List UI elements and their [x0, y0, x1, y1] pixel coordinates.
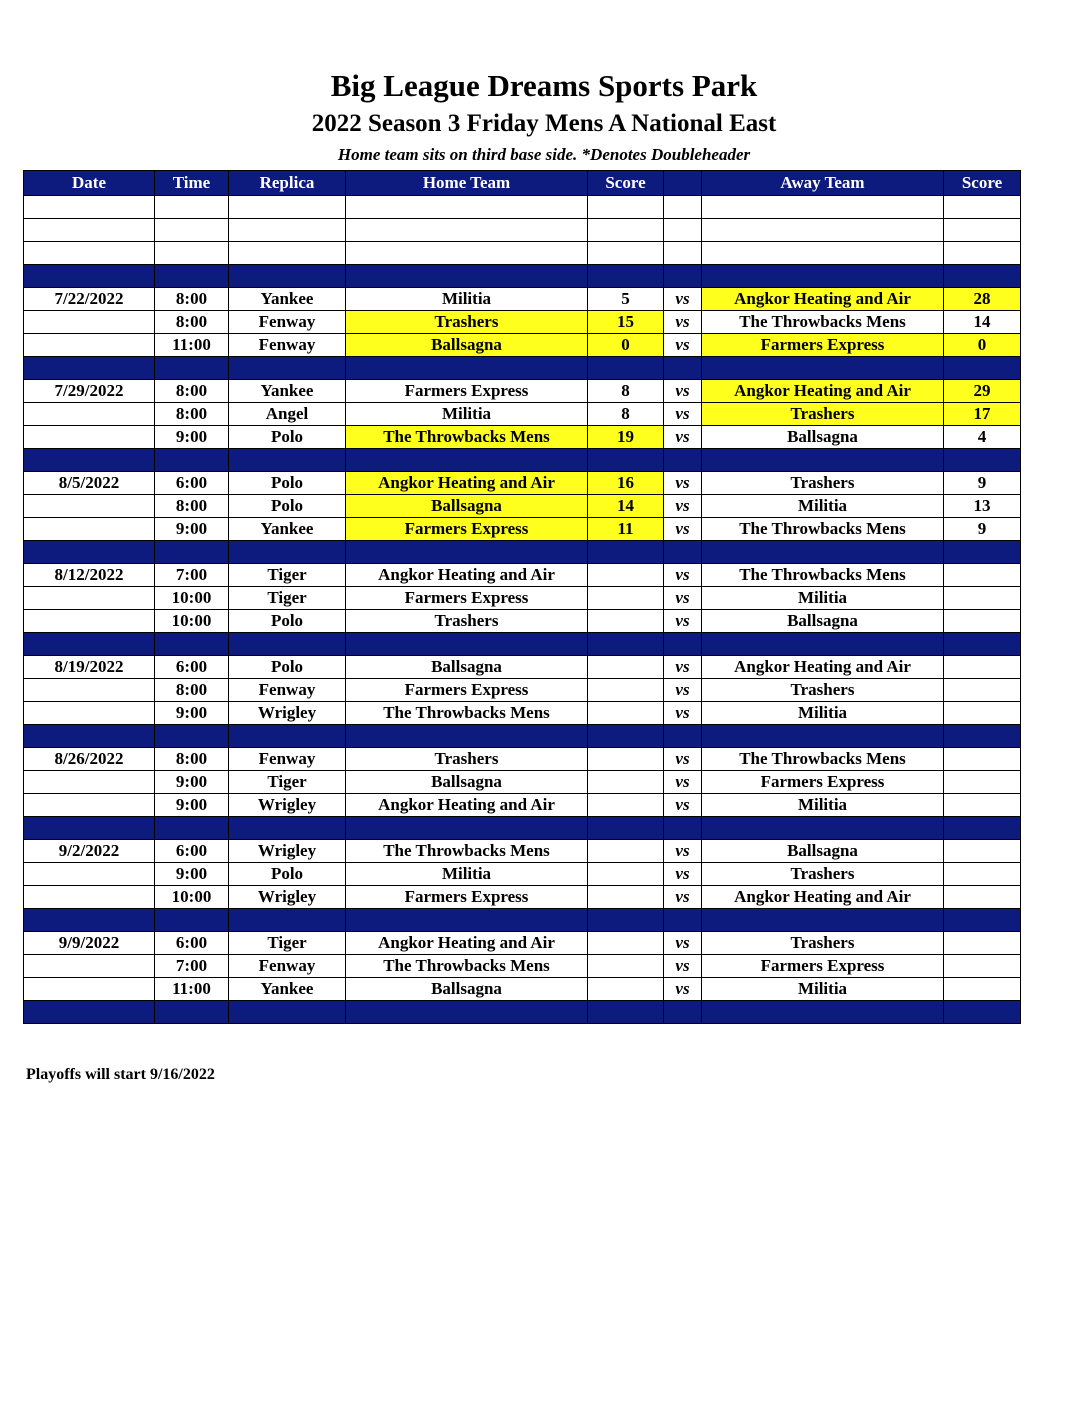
game-replica: Polo	[229, 495, 346, 518]
col-header-home-score: Score	[588, 171, 664, 196]
game-replica: Polo	[229, 610, 346, 633]
game-date	[24, 771, 155, 794]
home-score: 16	[588, 472, 664, 495]
home-team: Farmers Express	[346, 886, 588, 909]
game-date	[24, 679, 155, 702]
home-team: Farmers Express	[346, 380, 588, 403]
separator-row	[24, 265, 1021, 288]
game-date	[24, 518, 155, 541]
away-score: 29	[944, 380, 1021, 403]
schedule-body	[24, 196, 1021, 1024]
col-header-time: Time	[155, 171, 229, 196]
game-time: 8:00	[155, 495, 229, 518]
home-score	[588, 886, 664, 909]
table-row	[24, 403, 1021, 426]
away-score	[944, 610, 1021, 633]
blank-row	[24, 242, 1021, 265]
game-replica: Fenway	[229, 679, 346, 702]
vs-label: vs	[664, 472, 702, 495]
away-score	[944, 748, 1021, 771]
game-time: 9:00	[155, 863, 229, 886]
home-score	[588, 656, 664, 679]
away-team: Trashers	[702, 932, 944, 955]
away-team: Ballsagna	[702, 840, 944, 863]
game-replica: Yankee	[229, 518, 346, 541]
game-replica: Angel	[229, 403, 346, 426]
vs-label: vs	[664, 886, 702, 909]
away-score	[944, 564, 1021, 587]
vs-label: vs	[664, 840, 702, 863]
game-date: 9/9/2022	[24, 932, 155, 955]
away-team: Farmers Express	[702, 771, 944, 794]
home-score: 11	[588, 518, 664, 541]
away-score: 17	[944, 403, 1021, 426]
col-header-away-score: Score	[944, 171, 1021, 196]
vs-label: vs	[664, 495, 702, 518]
away-score	[944, 978, 1021, 1001]
game-replica: Yankee	[229, 380, 346, 403]
table-row	[24, 886, 1021, 909]
game-time: 10:00	[155, 587, 229, 610]
table-row	[24, 610, 1021, 633]
home-team: Trashers	[346, 311, 588, 334]
away-team: The Throwbacks Mens	[702, 748, 944, 771]
season-subtitle: 2022 Season 3 Friday Mens A National East	[311, 110, 777, 137]
home-score: 8	[588, 403, 664, 426]
game-time: 9:00	[155, 518, 229, 541]
separator-row	[24, 449, 1021, 472]
game-date	[24, 495, 155, 518]
game-date	[24, 955, 155, 978]
blank-row	[24, 196, 1021, 219]
table-row	[24, 288, 1021, 311]
away-score: 13	[944, 495, 1021, 518]
page-title: Big League Dreams Sports Park	[330, 68, 758, 103]
away-team: Trashers	[702, 403, 944, 426]
home-score: 14	[588, 495, 664, 518]
away-team: Militia	[702, 978, 944, 1001]
away-team: The Throwbacks Mens	[702, 311, 944, 334]
table-row	[24, 978, 1021, 1001]
away-score: 0	[944, 334, 1021, 357]
away-score: 9	[944, 472, 1021, 495]
home-team: Farmers Express	[346, 518, 588, 541]
game-replica: Fenway	[229, 748, 346, 771]
home-team: Farmers Express	[346, 587, 588, 610]
game-replica: Polo	[229, 863, 346, 886]
away-team: Trashers	[702, 679, 944, 702]
game-time: 6:00	[155, 656, 229, 679]
game-time: 9:00	[155, 426, 229, 449]
game-replica: Fenway	[229, 311, 346, 334]
col-header-vs	[664, 171, 702, 196]
separator-row	[24, 541, 1021, 564]
home-team: Angkor Heating and Air	[346, 794, 588, 817]
game-time: 9:00	[155, 794, 229, 817]
vs-label: vs	[664, 403, 702, 426]
game-date: 8/5/2022	[24, 472, 155, 495]
vs-label: vs	[664, 748, 702, 771]
vs-label: vs	[664, 978, 702, 1001]
table-row	[24, 702, 1021, 725]
game-replica: Wrigley	[229, 794, 346, 817]
away-team: Ballsagna	[702, 610, 944, 633]
game-replica: Wrigley	[229, 886, 346, 909]
separator-row	[24, 817, 1021, 840]
table-row	[24, 748, 1021, 771]
table-row	[24, 472, 1021, 495]
vs-label: vs	[664, 656, 702, 679]
home-score	[588, 679, 664, 702]
game-replica: Wrigley	[229, 840, 346, 863]
separator-row	[24, 909, 1021, 932]
home-team: Militia	[346, 403, 588, 426]
table-row	[24, 771, 1021, 794]
home-score	[588, 771, 664, 794]
vs-label: vs	[664, 863, 702, 886]
game-replica: Polo	[229, 656, 346, 679]
game-date	[24, 978, 155, 1001]
table-row	[24, 656, 1021, 679]
home-score: 15	[588, 311, 664, 334]
game-date: 9/2/2022	[24, 840, 155, 863]
col-header-away-team: Away Team	[702, 171, 944, 196]
game-replica: Polo	[229, 472, 346, 495]
home-score	[588, 610, 664, 633]
vs-label: vs	[664, 587, 702, 610]
game-replica: Tiger	[229, 564, 346, 587]
away-team: Ballsagna	[702, 426, 944, 449]
vs-label: vs	[664, 702, 702, 725]
table-row	[24, 311, 1021, 334]
away-team: Angkor Heating and Air	[702, 656, 944, 679]
home-team: The Throwbacks Mens	[346, 955, 588, 978]
game-date	[24, 311, 155, 334]
away-score	[944, 886, 1021, 909]
away-score	[944, 794, 1021, 817]
vs-label: vs	[664, 932, 702, 955]
game-date	[24, 863, 155, 886]
home-team: Angkor Heating and Air	[346, 564, 588, 587]
game-date	[24, 702, 155, 725]
game-date	[24, 403, 155, 426]
away-score	[944, 587, 1021, 610]
game-time: 11:00	[155, 334, 229, 357]
away-team: Militia	[702, 702, 944, 725]
away-score	[944, 932, 1021, 955]
away-score	[944, 955, 1021, 978]
game-time: 10:00	[155, 610, 229, 633]
home-score	[588, 863, 664, 886]
table-row	[24, 564, 1021, 587]
vs-label: vs	[664, 380, 702, 403]
col-header-home-team: Home Team	[346, 171, 588, 196]
playoffs-note: Playoffs will start 9/16/2022	[26, 1066, 215, 1083]
home-team: Ballsagna	[346, 656, 588, 679]
home-team: Farmers Express	[346, 679, 588, 702]
away-score	[944, 840, 1021, 863]
away-team: Trashers	[702, 863, 944, 886]
home-team: Ballsagna	[346, 495, 588, 518]
table-row	[24, 955, 1021, 978]
table-row	[24, 863, 1021, 886]
game-time: 10:00	[155, 886, 229, 909]
away-team: Trashers	[702, 472, 944, 495]
blank-row	[24, 219, 1021, 242]
game-replica: Fenway	[229, 334, 346, 357]
game-date	[24, 794, 155, 817]
separator-row	[24, 633, 1021, 656]
home-score	[588, 587, 664, 610]
vs-label: vs	[664, 426, 702, 449]
game-date: 7/22/2022	[24, 288, 155, 311]
game-date	[24, 886, 155, 909]
game-date	[24, 587, 155, 610]
home-score	[588, 564, 664, 587]
away-team: The Throwbacks Mens	[702, 518, 944, 541]
header-row	[24, 171, 1021, 196]
schedule-table	[23, 170, 1021, 1024]
game-date: 8/12/2022	[24, 564, 155, 587]
game-date	[24, 334, 155, 357]
table-row	[24, 679, 1021, 702]
home-team: Ballsagna	[346, 771, 588, 794]
vs-label: vs	[664, 771, 702, 794]
home-score	[588, 794, 664, 817]
game-replica: Fenway	[229, 955, 346, 978]
game-time: 11:00	[155, 978, 229, 1001]
home-score	[588, 702, 664, 725]
home-team: Angkor Heating and Air	[346, 932, 588, 955]
col-header-replica: Replica	[229, 171, 346, 196]
game-time: 9:00	[155, 771, 229, 794]
vs-label: vs	[664, 311, 702, 334]
table-row	[24, 794, 1021, 817]
home-team: Militia	[346, 288, 588, 311]
game-replica: Polo	[229, 426, 346, 449]
home-team: The Throwbacks Mens	[346, 426, 588, 449]
game-time: 8:00	[155, 311, 229, 334]
vs-label: vs	[664, 794, 702, 817]
game-time: 8:00	[155, 679, 229, 702]
away-score: 14	[944, 311, 1021, 334]
col-header-date: Date	[24, 171, 155, 196]
away-team: The Throwbacks Mens	[702, 564, 944, 587]
game-time: 8:00	[155, 403, 229, 426]
home-team: The Throwbacks Mens	[346, 702, 588, 725]
separator-row	[24, 357, 1021, 380]
home-score	[588, 748, 664, 771]
game-time: 7:00	[155, 955, 229, 978]
vs-label: vs	[664, 518, 702, 541]
home-team: Militia	[346, 863, 588, 886]
table-row	[24, 334, 1021, 357]
separator-row	[24, 725, 1021, 748]
table-row	[24, 587, 1021, 610]
table-row	[24, 495, 1021, 518]
home-team: Ballsagna	[346, 978, 588, 1001]
game-replica: Tiger	[229, 771, 346, 794]
schedule-note: Home team sits on third base side. *Denotes Doubleheader	[337, 145, 751, 164]
separator-row	[24, 1001, 1021, 1024]
away-score: 9	[944, 518, 1021, 541]
away-team: Militia	[702, 794, 944, 817]
game-replica: Yankee	[229, 288, 346, 311]
home-score	[588, 932, 664, 955]
vs-label: vs	[664, 564, 702, 587]
home-score: 8	[588, 380, 664, 403]
away-team: Farmers Express	[702, 334, 944, 357]
game-date: 7/29/2022	[24, 380, 155, 403]
game-replica: Tiger	[229, 587, 346, 610]
table-row	[24, 932, 1021, 955]
vs-label: vs	[664, 334, 702, 357]
game-time: 6:00	[155, 472, 229, 495]
game-time: 6:00	[155, 840, 229, 863]
game-time: 7:00	[155, 564, 229, 587]
home-team: Angkor Heating and Air	[346, 472, 588, 495]
away-score	[944, 863, 1021, 886]
table-row	[24, 426, 1021, 449]
away-score	[944, 771, 1021, 794]
away-team: Farmers Express	[702, 955, 944, 978]
away-score	[944, 702, 1021, 725]
vs-label: vs	[664, 610, 702, 633]
table-row	[24, 380, 1021, 403]
vs-label: vs	[664, 288, 702, 311]
home-score: 0	[588, 334, 664, 357]
home-team: The Throwbacks Mens	[346, 840, 588, 863]
game-date	[24, 610, 155, 633]
vs-label: vs	[664, 679, 702, 702]
vs-label: vs	[664, 955, 702, 978]
game-time: 9:00	[155, 702, 229, 725]
home-team: Ballsagna	[346, 334, 588, 357]
game-replica: Wrigley	[229, 702, 346, 725]
game-date: 8/26/2022	[24, 748, 155, 771]
away-team: Angkor Heating and Air	[702, 380, 944, 403]
home-score	[588, 955, 664, 978]
home-team: Trashers	[346, 748, 588, 771]
game-replica: Tiger	[229, 932, 346, 955]
away-score	[944, 656, 1021, 679]
game-time: 8:00	[155, 288, 229, 311]
game-replica: Yankee	[229, 978, 346, 1001]
table-row	[24, 840, 1021, 863]
home-score	[588, 840, 664, 863]
home-team: Trashers	[346, 610, 588, 633]
away-score: 4	[944, 426, 1021, 449]
away-team: Angkor Heating and Air	[702, 288, 944, 311]
game-date: 8/19/2022	[24, 656, 155, 679]
game-time: 6:00	[155, 932, 229, 955]
game-time: 8:00	[155, 380, 229, 403]
table-row	[24, 518, 1021, 541]
home-score: 5	[588, 288, 664, 311]
away-score: 28	[944, 288, 1021, 311]
home-score: 19	[588, 426, 664, 449]
away-team: Angkor Heating and Air	[702, 886, 944, 909]
away-team: Militia	[702, 495, 944, 518]
away-score	[944, 679, 1021, 702]
game-time: 8:00	[155, 748, 229, 771]
home-score	[588, 978, 664, 1001]
away-team: Militia	[702, 587, 944, 610]
game-date	[24, 426, 155, 449]
